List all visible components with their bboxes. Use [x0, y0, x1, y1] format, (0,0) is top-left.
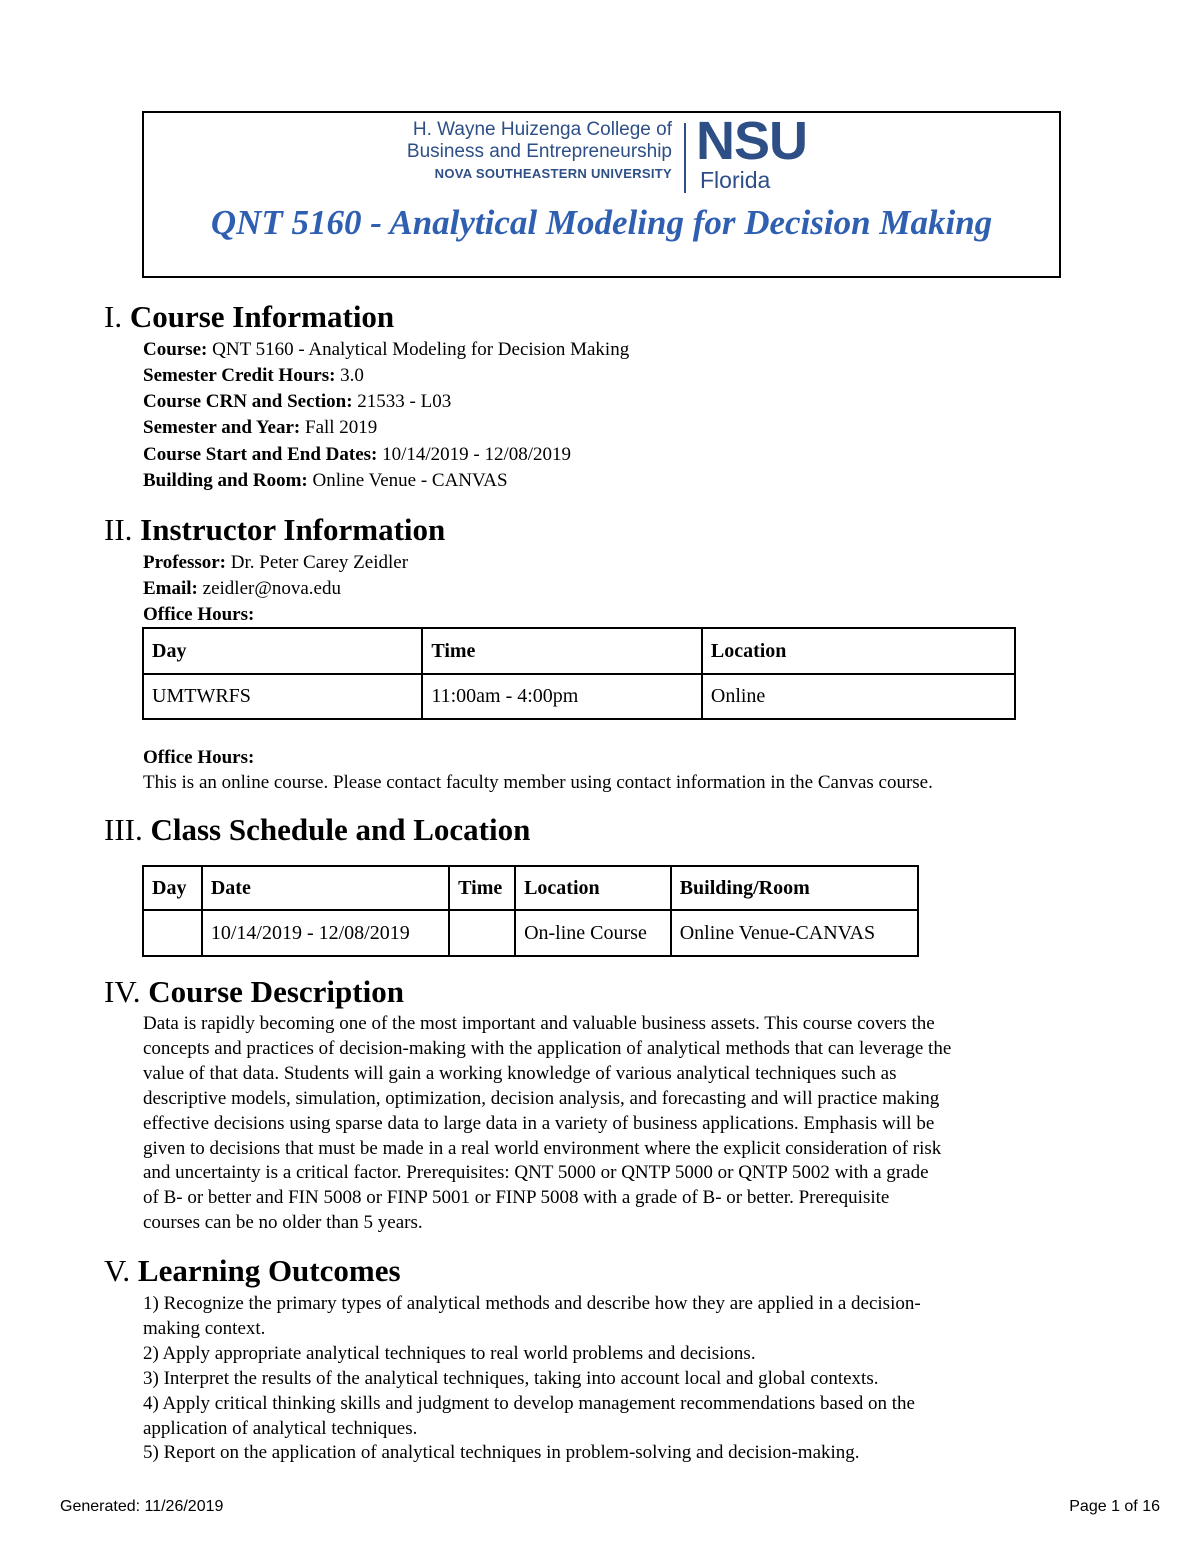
- office-hours-note: This is an online course. Please contact faculty member using contact information in the Canvas course.: [143, 772, 933, 793]
- learning-outcomes: [143, 1292, 1063, 1466]
- field-course: [143, 338, 629, 362]
- field-label: Semester and Year:: [143, 417, 301, 438]
- table-header-cell: Time: [449, 866, 515, 910]
- field-value: Fall 2019: [305, 417, 378, 438]
- office-hours-table: [142, 627, 1016, 720]
- section-number: V.: [104, 1253, 131, 1288]
- field-value: Dr. Peter Carey Zeidler: [230, 552, 409, 573]
- section-number: IV.: [104, 974, 141, 1009]
- header-box: [142, 111, 1061, 278]
- field-start-end-dates: [143, 443, 571, 467]
- section-heading-course-info: [104, 300, 394, 334]
- course-title: QNT 5160 - Analytical Modeling for Decision Making: [210, 203, 993, 242]
- table-cell: UMTWRFS: [143, 674, 422, 719]
- field-value: QNT 5160 - Analytical Modeling for Decision Making: [212, 339, 630, 360]
- section-title: Instructor Information: [140, 512, 446, 547]
- outcome-line: application of analytical techniques.: [143, 1417, 418, 1439]
- section-title: Course Information: [129, 299, 395, 334]
- description-line: descriptive models, simulation, optimization, decision analysis, and forecasting and will practice making: [143, 1087, 940, 1109]
- field-value: Online Venue - CANVAS: [312, 470, 508, 491]
- field-value: 3.0: [340, 365, 364, 386]
- description-line: concepts and practices of decision-making with the application of analytical methods that can leverage the: [143, 1037, 952, 1059]
- logo-florida: Florida: [700, 167, 771, 193]
- outcome-line: 4) Apply critical thinking skills and judgment to develop management recommendations based on the: [143, 1392, 915, 1414]
- field-label: Office Hours:: [143, 747, 255, 768]
- field-value: 10/14/2019 - 12/08/2019: [382, 444, 572, 465]
- outcome-line: 2) Apply appropriate analytical techniques to real world problems and decisions.: [143, 1342, 756, 1364]
- field-email: [143, 577, 341, 601]
- email-link[interactable]: zeidler@nova.edu: [202, 578, 341, 599]
- field-semester-year: [143, 416, 377, 440]
- field-credit-hours: [143, 364, 364, 388]
- section-number: II.: [104, 512, 133, 547]
- table-cell: Online: [702, 674, 1015, 719]
- table-cell: 11:00am - 4:00pm: [422, 674, 702, 719]
- class-schedule-table: [142, 865, 919, 957]
- course-description: [143, 1012, 1063, 1236]
- section-number: III.: [104, 812, 143, 847]
- table-header-cell: Time: [422, 628, 702, 674]
- section-title: Course Description: [148, 974, 404, 1009]
- description-line: courses can be no older than 5 years.: [143, 1212, 423, 1234]
- field-crn-section: [143, 390, 451, 414]
- table-cell: [143, 910, 202, 956]
- table-header-cell: Location: [702, 628, 1015, 674]
- outcome-line: 3) Interpret the results of the analytical techniques, taking into account local and global contexts.: [143, 1367, 879, 1389]
- section-title: Class Schedule and Location: [150, 812, 531, 847]
- logo-nsu: NSU: [696, 111, 808, 171]
- table-cell: 10/14/2019 - 12/08/2019: [202, 910, 449, 956]
- logo-divider: [684, 123, 686, 193]
- field-label: Semester Credit Hours:: [143, 365, 336, 386]
- logo-college-text: [382, 119, 672, 185]
- office-hours-label: [143, 603, 254, 627]
- office-hours-label-2: [143, 746, 254, 770]
- description-line: Data is rapidly becoming one of the most important and valuable business assets. This course covers the: [143, 1013, 935, 1034]
- section-number: I.: [104, 299, 123, 334]
- description-line: effective decisions using sparse data to large data in a variety of business applications. Emphasis will be: [143, 1112, 935, 1134]
- field-label: Professor:: [143, 552, 227, 573]
- table-header-row: [143, 866, 918, 910]
- logo-college-line1: H. Wayne Huizenga College of: [412, 119, 672, 140]
- table-header-cell: Date: [202, 866, 449, 910]
- table-header-cell: Day: [143, 866, 202, 910]
- field-label: Office Hours:: [143, 604, 255, 625]
- description-line: given to decisions that must be made in a real world environment where the explicit consideration of risk: [143, 1137, 942, 1159]
- logo-university: NOVA SOUTHEASTERN UNIVERSITY: [434, 166, 672, 181]
- table-cell: Online Venue-CANVAS: [671, 910, 918, 956]
- field-label: Email:: [143, 578, 198, 599]
- table-header-row: [143, 628, 1015, 674]
- table-cell: [449, 910, 515, 956]
- outcome-line: 5) Report on the application of analytical techniques in problem-solving and decision-making.: [143, 1442, 860, 1464]
- section-title: Learning Outcomes: [137, 1253, 401, 1288]
- field-label: Course Start and End Dates:: [143, 444, 378, 465]
- field-label: Course CRN and Section:: [143, 391, 353, 412]
- field-professor: [143, 551, 408, 575]
- table-cell: On-line Course: [515, 910, 671, 956]
- description-line: and uncertainty is a critical factor. Prerequisites: QNT 5000 or QNTP 5000 or QNTP 5002 with a grade: [143, 1162, 929, 1184]
- table-row: [143, 674, 1015, 719]
- table-header-cell: Location: [515, 866, 671, 910]
- table-row: [143, 910, 918, 956]
- logo-college-line2: Business and Entrepreneurship: [406, 141, 672, 162]
- table-header-cell: Day: [143, 628, 422, 674]
- table-header-cell: Building/Room: [671, 866, 918, 910]
- description-line: of B- or better and FIN 5008 or FINP 5001 or FINP 5008 with a grade of B- or better. Prerequisite: [143, 1187, 890, 1209]
- outcome-line: making context.: [143, 1317, 266, 1339]
- field-label: Building and Room:: [143, 470, 308, 491]
- description-line: value of that data. Students will gain a working knowledge of various analytical techniques such as: [143, 1062, 897, 1084]
- section-heading-schedule: [104, 813, 530, 847]
- field-value: 21533 - L03: [357, 391, 452, 412]
- section-heading-instructor-info: [104, 513, 445, 547]
- footer-page-number: Page 1 of 16: [1069, 1498, 1160, 1515]
- outcome-line: 1) Recognize the primary types of analytical methods and describe how they are applied in a decision-: [143, 1293, 921, 1314]
- field-label: Course:: [143, 339, 208, 360]
- footer-generated: Generated: 11/26/2019: [60, 1498, 224, 1515]
- section-heading-description: [104, 975, 404, 1009]
- section-heading-outcomes: [104, 1254, 401, 1288]
- field-building-room: [143, 469, 508, 493]
